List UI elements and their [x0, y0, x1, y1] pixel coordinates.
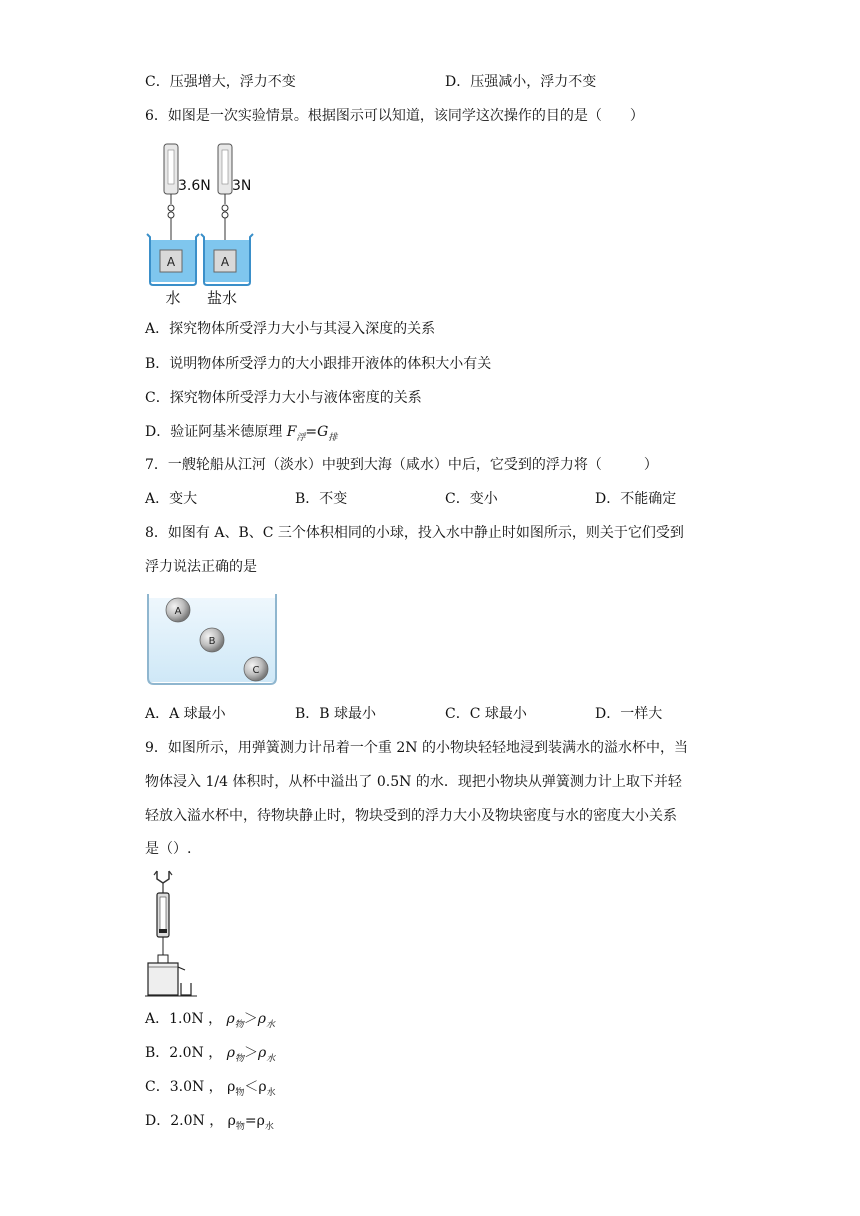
q8-stem-line1: 8．如图有 A、B、C 三个体积相同的小球，投入水中静止时如图所示，则关于它们受到 [145, 525, 684, 541]
q6-option-d-g: G [317, 424, 329, 440]
q8-stem-line2: 浮力说法正确的是 [145, 559, 257, 575]
relation-sign: = [244, 1113, 257, 1129]
ball-b-label: B [208, 636, 216, 647]
q5-option-c: C．压强增大，浮力不变 [145, 74, 296, 90]
right-spring-scale [218, 144, 232, 252]
q8-figure [145, 592, 280, 687]
right-block-label: A [220, 255, 230, 269]
rho-water: ρ [258, 1079, 267, 1095]
rho-object: ρ [226, 1045, 235, 1061]
q9-stem-line1: 9．如图所示，用弹簧测力计吊着一个重 2N 的小物块轻轻地浸到装满水的溢水杯中，当 [145, 740, 688, 756]
rho-object: ρ [227, 1079, 236, 1095]
q6-option-d-f-sub: 浮 [296, 433, 306, 443]
right-liquid-label: 盐水 [206, 289, 238, 307]
q6-option-d-f: F [286, 424, 297, 440]
overflow-cup [148, 963, 185, 995]
q6-option-a: A．探究物体所受浮力大小与其浸入深度的关系 [145, 321, 436, 337]
q9-option-b [145, 1043, 275, 1065]
q8-option-a: A．A 球最小 [145, 706, 226, 722]
q6-option-d-prefix: D．验证阿基米德原理 [145, 424, 287, 440]
left-block-label: A [166, 255, 176, 269]
rho-water: ρ [256, 1113, 265, 1129]
q9-option-b-prefix: B．2.0N ， [145, 1045, 223, 1061]
q9-option-d-prefix: D．2.0N ， [145, 1113, 224, 1129]
relation-sign: ＞ [243, 1045, 258, 1061]
rho-object-sub: 物 [235, 1122, 245, 1132]
small-block [158, 955, 168, 963]
q5-option-d: D．压强减小，浮力不变 [445, 74, 597, 90]
q9-option-a-prefix: A．1.0N ， [145, 1011, 223, 1027]
q9-stem-line3: 轻放入溢水杯中，待物块静止时，物块受到的浮力大小及物块密度与水的密度大小关系 [145, 808, 677, 824]
q7-option-c: C．变小 [445, 491, 498, 507]
relation-sign: ＜ [244, 1079, 259, 1095]
q7-option-a: A．变大 [145, 491, 198, 507]
q9-stem-line2: 物体浸入 1/4 体积时，从杯中溢出了 0.5N 的水．现把小物块从弹簧测力计上取下并轻 [145, 774, 682, 790]
relation-sign: ＞ [243, 1011, 258, 1027]
left-spring-scale [164, 144, 178, 252]
left-liquid-label: 水 [165, 289, 181, 307]
q7-option-b: B．不变 [295, 491, 348, 507]
q8-option-c: C．C 球最小 [445, 706, 527, 722]
rho-water-sub: 水 [266, 1020, 276, 1030]
ball-a-label: A [174, 606, 182, 617]
rho-water-sub: 水 [266, 1088, 276, 1098]
q9-stem-line4: 是（）. [145, 841, 192, 857]
q8-option-b: B．B 球最小 [295, 706, 377, 722]
q6-option-d-eq: = [305, 424, 318, 440]
q9-option-c [145, 1077, 276, 1099]
ball-c-label: C [252, 665, 260, 676]
clamp [154, 871, 172, 893]
q6-stem: 6．如图是一次实验情景。根据图示可以知道，该同学这次操作的目的是（ ） [145, 108, 644, 124]
rho-water-sub: 水 [264, 1122, 274, 1132]
q9-figure [145, 867, 200, 999]
q6-option-d-g-sub: 排 [328, 433, 338, 443]
rho-object: ρ [226, 1011, 235, 1027]
rho-water: ρ [257, 1011, 267, 1027]
rho-object: ρ [227, 1113, 236, 1129]
rho-water-sub: 水 [266, 1054, 276, 1064]
rho-object-sub: 物 [234, 1020, 244, 1030]
small-beaker [181, 983, 191, 995]
q7-stem: 7．一艘轮船从江河（淡水）中驶到大海（咸水）中后，它受到的浮力将（ ） [145, 457, 658, 473]
q6-option-d [145, 422, 337, 444]
q6-option-c: C．探究物体所受浮力大小与液体密度的关系 [145, 390, 422, 406]
left-scale-reading: 3.6N [178, 178, 211, 194]
q6-figure [140, 140, 260, 310]
rho-object-sub: 物 [235, 1088, 245, 1098]
q9-option-c-prefix: C．3.0N ， [145, 1079, 223, 1095]
rho-object-sub: 物 [234, 1054, 244, 1064]
q7-option-d: D．不能确定 [595, 491, 677, 507]
q9-option-a [145, 1009, 275, 1031]
q6-option-b: B．说明物体所受浮力的大小跟排开液体的体积大小有关 [145, 356, 492, 372]
rho-water: ρ [257, 1045, 267, 1061]
spring-scale [157, 893, 169, 955]
q8-option-d: D．一样大 [595, 706, 663, 722]
q9-option-d [145, 1111, 274, 1133]
right-scale-reading: 3N [232, 178, 252, 194]
